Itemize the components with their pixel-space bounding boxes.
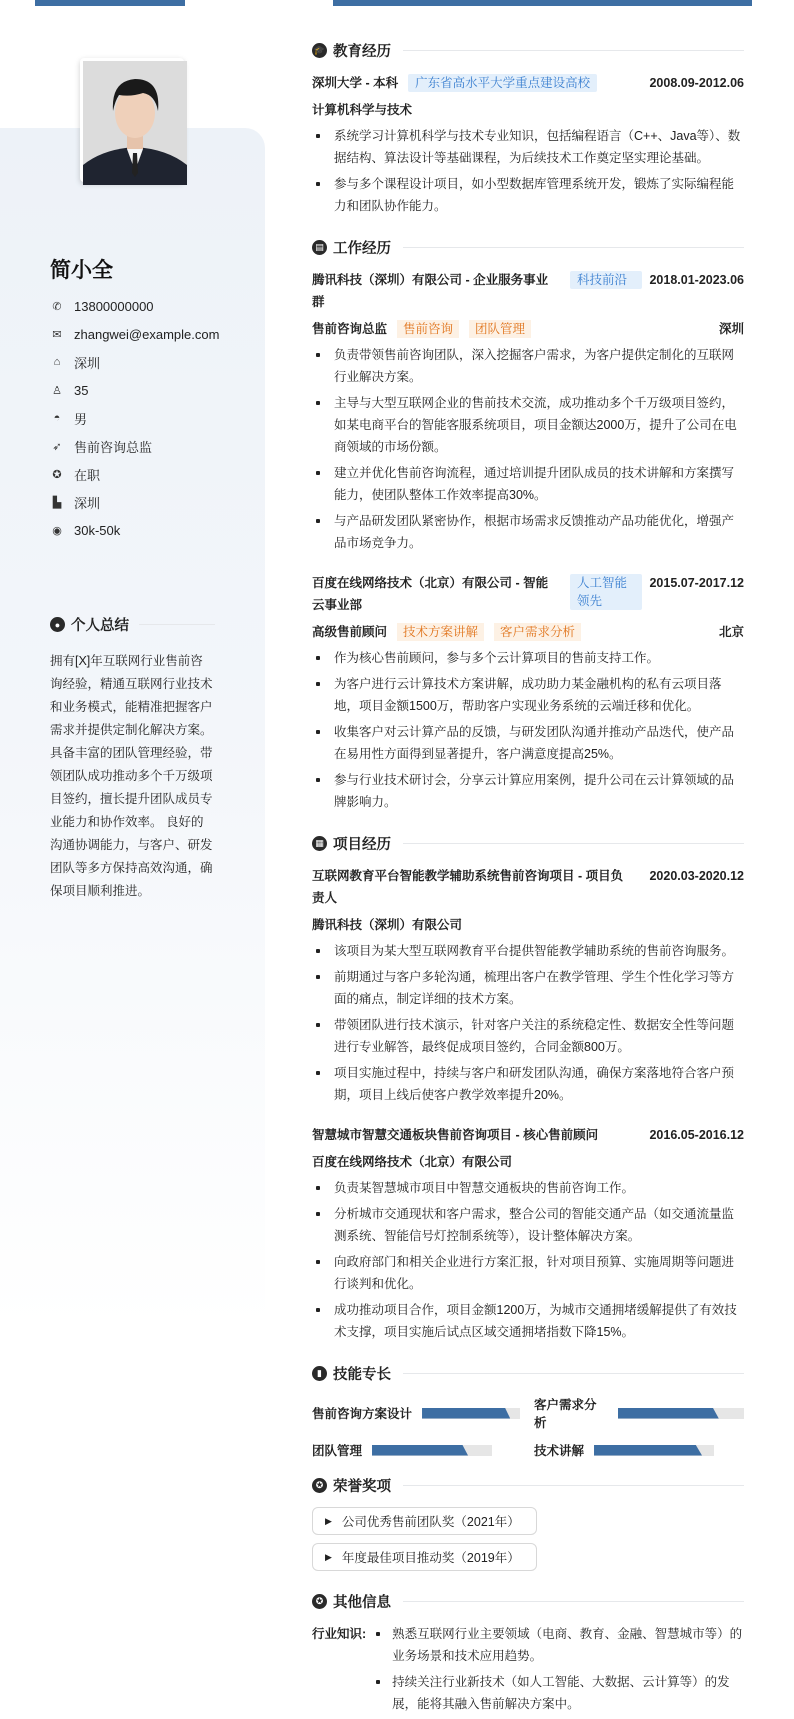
contact-text: 30k-50k: [74, 522, 121, 538]
summary-heading: [50, 614, 215, 635]
industry-tag: 人工智能领先: [570, 574, 642, 610]
work-left: [312, 269, 642, 313]
project-name: 智慧城市智慧交通板块售前咨询项目 - 核心售前顾问: [312, 1128, 599, 1142]
role-title: 售前咨询总监: [312, 322, 388, 336]
company-name: 腾讯科技（深圳）有限公司 - 企业服务事业群: [312, 273, 549, 309]
award-item[interactable]: [312, 1543, 537, 1571]
education-heading: [312, 38, 744, 62]
work-heading: [312, 235, 744, 259]
bullet-item: 参与行业技术研讨会，分享云计算应用案例，提升公司在云计算领域的品牌影响力。: [312, 769, 744, 813]
top-accent-bar-right: [333, 0, 752, 6]
skill-tag: 客户需求分析: [494, 623, 581, 641]
school-name: 深圳大学 - 本科: [312, 76, 399, 90]
divider: [403, 843, 744, 844]
divider: [403, 50, 744, 51]
contact-list: [50, 292, 219, 544]
other-info: [312, 1623, 744, 1719]
school-tag: 广东省高水平大学重点建设高校: [408, 74, 597, 92]
divider: [403, 1601, 744, 1602]
bullet-item: 该项目为某大型互联网教育平台提供智能教学辅助系统的售前咨询服务。: [312, 940, 744, 962]
building-icon: ▙: [52, 496, 62, 509]
education-entry: [312, 72, 744, 217]
graduation-cap-icon: 🎓: [312, 43, 327, 58]
skill-bar-fill: [594, 1445, 702, 1456]
role-row: [312, 318, 744, 340]
projects-title: 项目经历: [333, 836, 391, 853]
award-wrap: [312, 1507, 744, 1543]
bullet-item: 负责某智慧城市项目中智慧交通板块的售前咨询工作。: [312, 1177, 744, 1199]
bullet-item: 参与多个课程设计项目，如小型数据库管理系统开发，锻炼了实际编程能力和团队协作能力。: [312, 173, 744, 217]
portrait-icon: [83, 61, 187, 185]
bullet-list: [312, 125, 744, 217]
role-title: 高级售前顾问: [312, 625, 388, 639]
bullet-list: [312, 647, 744, 813]
main-content: [312, 38, 744, 1719]
work-date: 2015.07-2017.12: [649, 576, 744, 590]
project-entry: [312, 1124, 744, 1343]
work-city: 北京: [718, 625, 744, 639]
awards-heading: [312, 1473, 744, 1497]
skill-bar-fill: [422, 1408, 510, 1419]
work-date: 2018.01-2023.06: [649, 273, 744, 287]
avatar-photo: [80, 58, 184, 182]
work-row: [312, 572, 744, 616]
chart-icon: ▮: [312, 1366, 327, 1381]
bullet-list: [312, 940, 744, 1106]
bullet-item: 持续关注行业新技术（如人工智能、大数据、云计算等）的发展，能将其融入售前解决方案中。: [366, 1671, 744, 1715]
bullet-item: 主导与大型互联网企业的售前技术交流，成功推动多个千万级项目签约，如某电商平台的智能客服系统项目，项目金额达2000万，提升了公司在电商领域的市场份额。: [312, 392, 744, 458]
bullet-item: 系统学习计算机科学与技术专业知识，包括编程语言（C++、Java等）、数据结构、算法设计等基础课程，为后续技术工作奠定坚实理论基础。: [312, 125, 744, 169]
contact-text: 售前咨询总监: [74, 439, 153, 455]
bullet-item: 前期通过与客户多轮沟通，梳理出客户在教学管理、学生个性化学习等方面的痛点，制定详细的技术方案。: [312, 966, 744, 1010]
skill-bar: [372, 1445, 492, 1456]
other-label: 行业知识:: [312, 1627, 367, 1641]
role-row: [312, 621, 744, 643]
award-icon: ✪: [312, 1478, 327, 1493]
industry-tag: 科技前沿: [570, 271, 642, 289]
bullet-list: [312, 344, 744, 554]
contact-text: 深圳: [74, 495, 101, 511]
contact-item: [50, 516, 219, 544]
contact-item: [50, 488, 219, 516]
triangle-right-icon: ▶: [325, 1515, 332, 1526]
skills-title: 技能专长: [333, 1366, 391, 1383]
skill-bar-fill: [618, 1408, 719, 1419]
skill-name: 售前咨询方案设计: [312, 1407, 413, 1421]
projects-heading: [312, 831, 744, 855]
skill-item: [312, 1395, 522, 1431]
candidate-name: 简小全: [50, 259, 113, 282]
project-company: 腾讯科技（深圳）有限公司: [312, 918, 463, 932]
bullet-item: 负责带领售前咨询团队，深入挖掘客户需求，为客户提供定制化的互联网行业解决方案。: [312, 344, 744, 388]
major: 计算机科学与技术: [312, 103, 413, 117]
contact-text: 男: [74, 411, 88, 427]
cake-icon: ♙: [52, 384, 62, 397]
work-entry: [312, 269, 744, 554]
award-item[interactable]: [312, 1507, 537, 1535]
info-icon: ✪: [312, 1594, 327, 1609]
role-left: [312, 621, 581, 643]
divider: [403, 1373, 744, 1374]
contact-text: 35: [74, 382, 89, 398]
home-icon: ⌂: [53, 356, 61, 368]
divider: [403, 1485, 744, 1486]
skill-name: 客户需求分析: [534, 1398, 597, 1430]
skill-name: 团队管理: [312, 1444, 363, 1458]
bullet-item: 作为核心售前顾问，参与多个云计算项目的售前支持工作。: [312, 647, 744, 669]
summary-title: 个人总结: [71, 618, 129, 634]
bullet-list: [312, 1177, 744, 1343]
award-text: 年度最佳项目推动奖（2019年）: [341, 1551, 520, 1565]
project-entry: [312, 865, 744, 1106]
phone-icon: ✆: [52, 300, 62, 313]
company-name: 百度在线网络技术（北京）有限公司 - 智能云事业部: [312, 576, 549, 612]
divider: [403, 247, 744, 248]
contact-item: [50, 292, 219, 320]
awards-list: [312, 1507, 744, 1579]
bullet-item: 项目实施过程中，持续与客户和研发团队沟通，确保方案落地符合客户预期，项目上线后使客户教学效率提升20%。: [312, 1062, 744, 1106]
contact-item: [50, 348, 219, 376]
other-heading: [312, 1589, 744, 1613]
education-left: [312, 72, 597, 94]
work-row: [312, 269, 744, 313]
contact-text: zhangwei@example.com: [74, 326, 220, 342]
gender-icon: ◓: [53, 412, 61, 424]
send-icon: ➶: [52, 440, 62, 453]
bullet-item: 为客户进行云计算技术方案讲解，成功助力某金融机构的私有云项目落地，项目金额1500万，帮助客户实现业务系统的云端迁移和优化。: [312, 673, 744, 717]
skill-item: [534, 1441, 744, 1459]
contact-item: [50, 460, 219, 488]
briefcase-icon: ▤: [312, 240, 327, 255]
education-row: [312, 72, 744, 94]
contact-item: [50, 376, 219, 404]
bullet-item: 向政府部门和相关企业进行方案汇报，针对项目预算、实施周期等问题进行谈判和优化。: [312, 1251, 744, 1295]
bullet-item: 收集客户对云计算产品的反馈，与研发团队沟通并推动产品迭代，使产品在易用性方面得到显著提升，客户满意度提高25%。: [312, 721, 744, 765]
bullet-item: 带领团队进行技术演示，针对客户关注的系统稳定性、数据安全性等问题进行专业解答，最终促成项目签约，合同金额800万。: [312, 1014, 744, 1058]
award-wrap: [312, 1543, 744, 1579]
work-left: [312, 572, 642, 616]
contact-item: [50, 432, 219, 460]
project-company: 百度在线网络技术（北京）有限公司: [312, 1155, 513, 1169]
skill-name: 技术讲解: [534, 1444, 585, 1458]
skill-tag: 技术方案讲解: [397, 623, 484, 641]
bullet-item: 分析城市交通现状和客户需求，整合公司的智能交通产品（如交通流量监测系统、智能信号灯控制系统等），设计整体解决方案。: [312, 1203, 744, 1247]
contact-text: 在职: [74, 467, 101, 483]
skill-bar: [594, 1445, 714, 1456]
mail-icon: ✉: [52, 328, 62, 341]
education-title: 教育经历: [333, 43, 391, 60]
contact-text: 深圳: [74, 355, 101, 371]
skill-bar-fill: [372, 1445, 468, 1456]
work-city: 深圳: [718, 322, 744, 336]
work-entry: [312, 572, 744, 813]
contact-text: 13800000000: [74, 298, 154, 314]
skill-bar: [422, 1408, 520, 1419]
top-accent-bar-left: [35, 0, 185, 6]
education-date: 2008.09-2012.06: [649, 76, 744, 90]
skill-item: [534, 1395, 744, 1431]
user-icon: ●: [50, 617, 65, 632]
bullet-item: 成功推动项目合作，项目金额1200万，为城市交通拥堵缓解提供了有效技术支撑，项目实施后试点区域交通拥堵指数下降15%。: [312, 1299, 744, 1343]
skills-grid: [312, 1395, 744, 1459]
awards-title: 荣誉奖项: [333, 1478, 391, 1495]
other-title: 其他信息: [333, 1594, 391, 1611]
project-row: [312, 865, 744, 909]
project-date: 2020.03-2020.12: [649, 869, 744, 883]
project-date: 2016.05-2016.12: [649, 1128, 744, 1142]
bullet-list: [366, 1623, 744, 1719]
triangle-right-icon: ▶: [325, 1551, 332, 1562]
bullet-item: 建立并优化售前咨询流程，通过培训提升团队成员的技术讲解和方案撰写能力，使团队整体工作效率提高30%。: [312, 462, 744, 506]
work-title: 工作经历: [333, 240, 391, 257]
skills-heading: [312, 1361, 744, 1385]
skill-tag: 团队管理: [469, 320, 531, 338]
role-left: [312, 318, 531, 340]
skill-item: [312, 1441, 522, 1459]
grid-icon: ▦: [312, 836, 327, 851]
divider: [139, 624, 215, 625]
salary-icon: ◉: [52, 524, 62, 537]
contact-item: [50, 404, 219, 432]
skill-bar: [618, 1408, 744, 1419]
bullet-item: 熟悉互联网行业主要领域（电商、教育、金融、智慧城市等）的业务场景和技术应用趋势。: [366, 1623, 744, 1667]
award-text: 公司优秀售前团队奖（2021年）: [341, 1515, 520, 1529]
skill-tag: 售前咨询: [397, 320, 459, 338]
project-name: 互联网教育平台智能教学辅助系统售前咨询项目 - 项目负责人: [312, 869, 624, 905]
project-row: [312, 1124, 744, 1146]
contact-item: [50, 320, 219, 348]
bullet-item: 与产品研发团队紧密协作，根据市场需求反馈推动产品功能优化，增强产品市场竞争力。: [312, 510, 744, 554]
summary-text: 拥有[X]年互联网行业售前咨询经验，精通互联网行业技术和业务模式，能精准把握客户需求并提供定制化解决方案。 具备丰富的团队管理经验，带领团队成功推动多个千万级项目签约，擅长提升团队成员专业能力和协作效率。 良好的沟通协调能力，与客户、研发团队等多方保持高效沟通，确保项目顺利推进。: [50, 654, 213, 898]
status-icon: ✪: [52, 468, 62, 481]
